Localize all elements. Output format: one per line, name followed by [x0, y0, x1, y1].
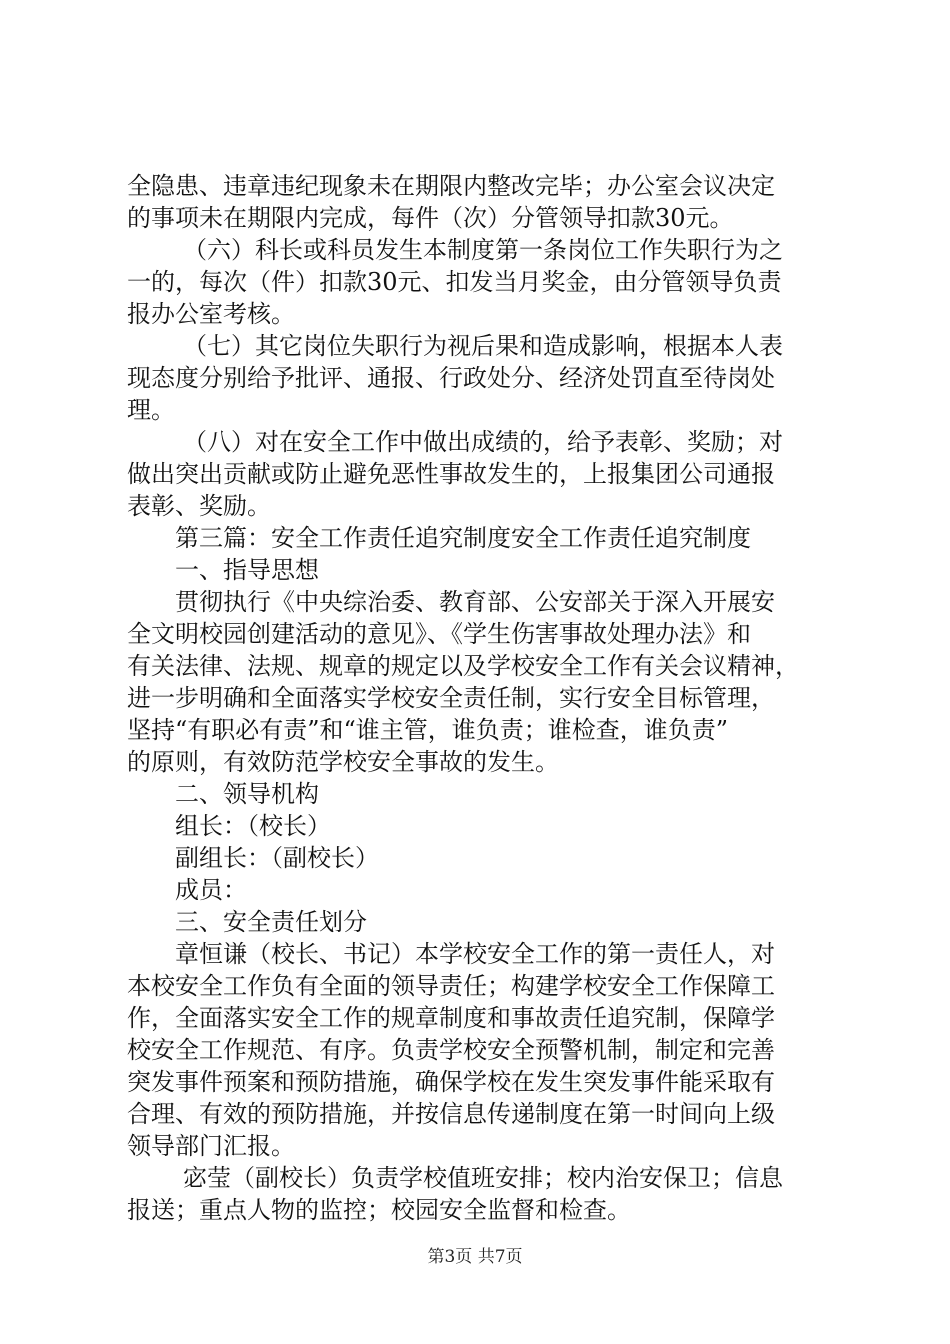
- text-line: 全文明校园创建活动的意见》、《学生伤害事故处理办法》和: [127, 620, 751, 648]
- document-body: [127, 170, 839, 1226]
- text-line: （七）其它岗位失职行为视后果和造成影响，根据本人表: [183, 332, 783, 360]
- text-line: 一的，每次（件）扣款30元、扣发当月奖金，由分管领导负责: [127, 268, 782, 296]
- text-line: 领导部门汇报。: [127, 1132, 295, 1160]
- text-line: 坚持“有职必有责”和“谁主管，谁负责；谁检查，谁负责”: [127, 716, 729, 744]
- subsection-heading: 三、安全责任划分: [175, 908, 367, 936]
- text-line: 的事项未在期限内完成，每件（次）分管领导扣款30元。: [127, 204, 734, 232]
- text-line: 报送；重点人物的监控；校园安全监督和检查。: [127, 1196, 631, 1224]
- text-line: 副组长：（副校长）: [175, 844, 379, 872]
- text-line: 章恒谦（校长、书记）本学校安全工作的第一责任人，对: [175, 940, 775, 968]
- text-line: 宓莹（副校长）负责学校值班安排；校内治安保卫；信息: [183, 1164, 783, 1192]
- text-line: 合理、有效的预防措施，并按信息传递制度在第一时间向上级: [127, 1100, 775, 1128]
- text-line: 进一步明确和全面落实学校安全责任制，实行安全目标管理，: [127, 684, 775, 712]
- text-line: 成员：: [175, 876, 247, 904]
- text-line: 表彰、奖励。: [127, 492, 271, 520]
- subsection-heading: 二、领导机构: [175, 780, 319, 808]
- text-line: 的原则，有效防范学校安全事故的发生。: [127, 748, 559, 776]
- text-line: 本校安全工作负有全面的领导责任；构建学校安全工作保障工: [127, 972, 775, 1000]
- text-line: 突发事件预案和预防措施，确保学校在发生突发事件能采取有: [127, 1068, 775, 1096]
- text-line: 有关法律、法规、规章的规定以及学校安全工作有关会议精神，: [127, 652, 799, 680]
- text-line: 做出突出贡献或防止避免恶性事故发生的，上报集团公司通报: [127, 460, 775, 488]
- subsection-heading: 一、指导思想: [175, 556, 319, 584]
- text-line: 作，全面落实安全工作的规章制度和事故责任追究制，保障学: [127, 1004, 775, 1032]
- text-line: 全隐患、违章违纪现象未在期限内整改完毕；办公室会议决定: [127, 172, 775, 200]
- section-heading: 第三篇：安全工作责任追究制度安全工作责任追究制度: [175, 524, 751, 552]
- text-line: 校安全工作规范、有序。负责学校安全预警机制，制定和完善: [127, 1036, 775, 1064]
- text-line: 报办公室考核。: [127, 300, 295, 328]
- text-line: 现态度分别给予批评、通报、行政处分、经济处罚直至待岗处: [127, 364, 775, 392]
- text-line: 贯彻执行《中央综治委、教育部、公安部关于深入开展安: [175, 588, 775, 616]
- text-line: 组长：（校长）: [175, 812, 331, 840]
- text-line: 理。: [127, 396, 175, 424]
- text-line: （八）对在安全工作中做出成绩的，给予表彰、奖励；对: [183, 428, 783, 456]
- text-line: （六）科长或科员发生本制度第一条岗位工作失职行为之: [183, 236, 783, 264]
- page-number-footer: 第3页 共7页: [427, 1247, 523, 1267]
